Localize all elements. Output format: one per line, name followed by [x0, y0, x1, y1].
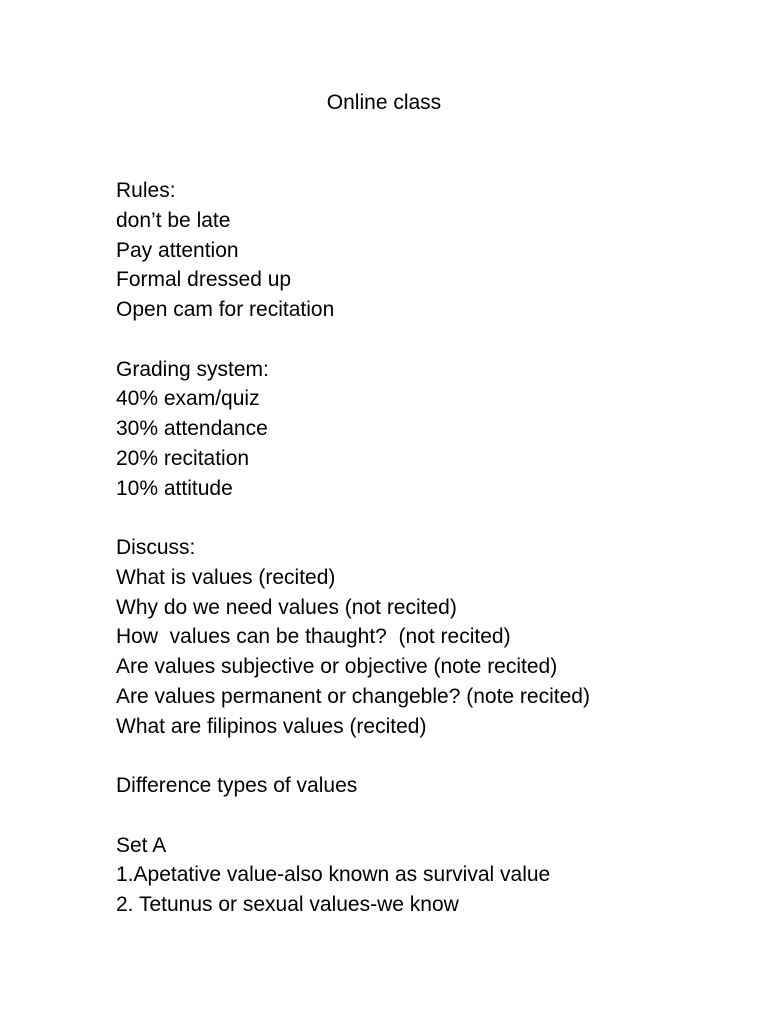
text-line: Pay attention	[116, 238, 239, 262]
text-line: Are values subjective or objective (note recited)	[116, 655, 558, 678]
text-line: don’t be late	[116, 208, 231, 232]
text-line: 10% attitude	[116, 476, 233, 500]
text-line: Grading system:	[116, 357, 269, 381]
text-line: 40% exam/quiz	[116, 387, 260, 411]
text-line: Difference types of values	[116, 774, 358, 797]
document-body	[116, 176, 736, 920]
blank-line	[116, 741, 736, 771]
text-line: What is values (recited)	[116, 565, 336, 589]
text-line: Set A	[116, 833, 167, 857]
text-line: 20% recitation	[116, 446, 250, 470]
blank-line	[116, 325, 736, 355]
text-line: How values can be thaught? (not recited)	[116, 625, 511, 649]
text-line: 2. Tetunus or sexual values-we know	[116, 893, 459, 916]
text-line: Discuss:	[116, 536, 196, 559]
text-line: Why do we need values (not recited)	[116, 595, 457, 619]
text-line: Open cam for recitation	[116, 298, 335, 321]
text-line: What are filipinos values (recited)	[116, 714, 427, 738]
text-line: Formal dressed up	[116, 268, 292, 292]
text-line: Rules:	[116, 179, 176, 202]
document-title: Online class	[326, 91, 442, 114]
text-line: 1.Apetative value-also known as survival value	[116, 863, 551, 887]
blank-line	[116, 801, 736, 831]
text-line: Are values permanent or changeble? (note recited)	[116, 684, 590, 708]
blank-line	[116, 503, 736, 533]
text-line: 30% attendance	[116, 417, 268, 440]
